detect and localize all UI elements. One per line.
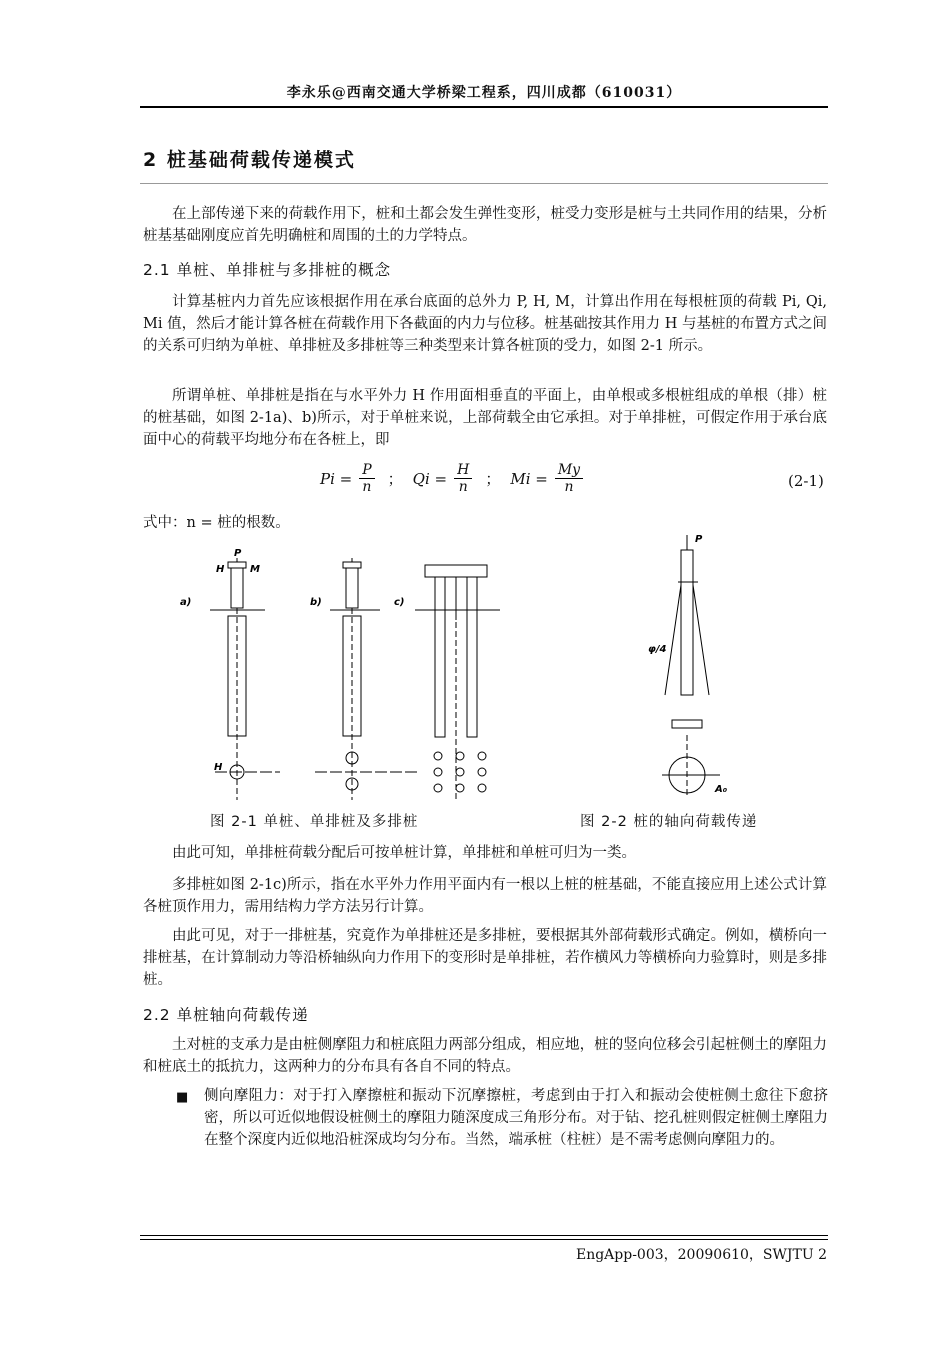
pile-section <box>434 784 442 792</box>
pile-body <box>681 550 693 695</box>
equation-number: (2-1) <box>788 472 824 490</box>
pile-cap <box>228 562 246 568</box>
bullet-text: 侧向摩阻力：对于打入摩擦桩和振动下沉摩擦桩，考虑到由于打入和振动会使桩侧土愈往下愈挤密，所以可近似地假设桩侧土的摩阻力随深度成三角形分布。对于钻、挖孔桩则假定桩侧土摩阻力在整个深度内近似地沿桩深成均匀分布。当然，端承桩（柱桩）是不需考虑侧向摩阻力的。 <box>204 1088 828 1148</box>
fraction <box>359 462 374 495</box>
pile-upper <box>346 568 358 608</box>
pile-body <box>435 577 445 737</box>
label-c: c) <box>394 597 405 608</box>
bullet-icon: ■ <box>176 1090 189 1105</box>
subsection-title: 2.1 单桩、单排桩与多排桩的概念 <box>143 261 392 279</box>
section-rule <box>140 183 828 184</box>
base-load <box>672 720 702 728</box>
paragraph: 由此可见，对于一排桩基，究竟作为单排桩还是多排桩，要根据其外部荷载形式确定。例如，横桥向一排桩基，在计算制动力等沿桥轴纵向力作用下的变形时是单排桩，若作横风力等横桥向力验算时，则是多排桩。 <box>143 928 827 988</box>
pile-section <box>478 768 486 776</box>
pile-section <box>456 768 464 776</box>
pile-upper <box>231 568 243 608</box>
stress-spread <box>665 585 681 695</box>
label-A0: A₀ <box>715 784 728 795</box>
subsection-title: 2.2 单桩轴向荷载传递 <box>143 1006 309 1024</box>
formula-pi: Pi = <box>320 469 353 488</box>
pile-section <box>434 768 442 776</box>
label-phi4: φ/4 <box>648 644 667 655</box>
pile-section <box>434 752 442 760</box>
fraction <box>555 462 583 495</box>
formula-sep: ； <box>485 470 501 488</box>
pile-section <box>456 752 464 760</box>
paragraph: 由此可知，单排桩荷载分配后可按单桩计算，单排桩和单桩可归为一类。 <box>172 845 636 861</box>
paragraph-where: 式中：n = 桩的根数。 <box>143 515 290 531</box>
fraction <box>454 462 472 495</box>
label-b: b) <box>310 597 322 608</box>
label-a: a) <box>180 597 192 608</box>
fraction-num: H <box>454 462 472 479</box>
formula-sep: ； <box>387 470 403 488</box>
footer-rule <box>140 1239 828 1240</box>
fraction-num: P <box>359 462 374 479</box>
pile-section <box>456 784 464 792</box>
header-title: 李永乐@西南交通大学桥梁工程系，四川成都（610031） <box>286 85 682 101</box>
pile-section <box>478 752 486 760</box>
figure-caption: 图 2-2 桩的轴向荷载传递 <box>580 814 758 830</box>
pile-cap <box>343 562 361 568</box>
pile-section <box>478 784 486 792</box>
footer-text: EngApp-003，20090610，SWJTU 2 <box>575 1247 827 1263</box>
figure-caption: 图 2-1 单桩、单排桩及多排桩 <box>210 814 419 830</box>
formula-mi: Mi = <box>510 469 548 488</box>
figure-2-2 <box>640 530 750 800</box>
paragraph: 所谓单桩、单排桩是指在与水平外力 H 作用面相垂直的平面上，由单根或多根桩组成的单根（排）桩的桩基础，如图 2-1a)、b)所示，对于单桩来说，上部荷载全由它承担。对于单排桩，可假定作用于承台底面中心的荷载平均地分布在各桩上，即 <box>143 388 827 448</box>
paragraph: 多排桩如图 2-1c)所示，指在水平外力作用平面内有一根以上桩的桩基础，不能直接应用上述公式计算各桩顶作用力，需用结构力学方法另行计算。 <box>143 877 827 915</box>
formula-qi: Qi = <box>412 469 448 488</box>
paragraph: 土对桩的支承力是由桩侧摩阻力和桩底阻力两部分组成，相应地，桩的竖向位移会引起桩侧土的摩阻力和桩底土的抵抗力，这两种力的分布具有各自不同的特点。 <box>143 1037 827 1075</box>
label-H: H <box>214 762 223 773</box>
label-P: P <box>234 548 242 559</box>
header-rule <box>140 106 828 108</box>
fraction-den: n <box>458 479 468 495</box>
footer-rule <box>140 1235 828 1236</box>
section-title: 2 桩基础荷载传递模式 <box>143 149 356 171</box>
stress-spread <box>693 585 709 695</box>
formula-2-1 <box>320 462 586 495</box>
paragraph: 在上部传递下来的荷载作用下，桩和土都会发生弹性变形，桩受力变形是桩与土共同作用的结果，分析桩基基础刚度应首先明确桩和周围的土的力学特点。 <box>143 206 827 244</box>
fraction-num: My <box>555 462 583 479</box>
pile-body <box>467 577 477 737</box>
fraction-den: n <box>362 479 372 495</box>
paragraph: 计算基桩内力首先应该根据作用在承台底面的总外力 P, H, M，计算出作用在每根桩顶的荷载 Pi, Qi, Mi 值，然后才能计算各桩在荷载作用下各截面的内力与位移。桩基础按其作用力 H 与基桩的布置方式之间的关系可归纳为单桩、单排桩及多排桩等三种类型来计算各桩顶的受力，如图 2-1 所示。 <box>143 294 827 354</box>
fraction-den: n <box>564 479 574 495</box>
pile-cap <box>425 565 487 577</box>
figure-2-1 <box>170 540 530 805</box>
label-P: P <box>695 534 703 545</box>
label-H: H <box>216 564 225 575</box>
label-M: M <box>250 564 260 575</box>
